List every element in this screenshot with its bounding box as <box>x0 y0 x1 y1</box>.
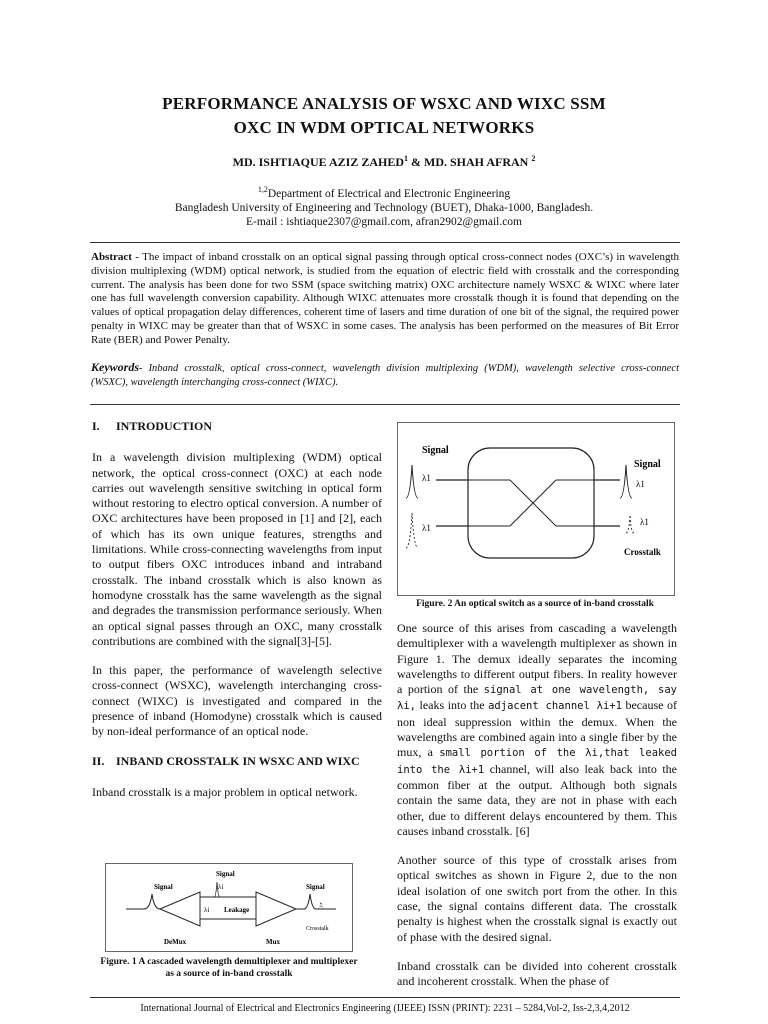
fig2-input-pulse-1 <box>406 465 418 498</box>
fig2-signal-out: Signal <box>634 459 661 470</box>
rp1-a: One source of this arises from cascading a wavelength demultiplexer with a wavelength multiplexer as shown in Figure 1. The demux ideally separates the incoming wavelengths to different output fibers. In reality however a portion of the <box>397 621 677 697</box>
paper-title <box>90 92 678 140</box>
affiliation-university: Bangladesh University of Engineering and Technology (BUET), Dhaka-1000, Bangladesh. <box>174 201 594 214</box>
fig1-crosstalk-pulse <box>318 902 324 909</box>
figure-2-caption: Figure. 2 An optical switch as a source of in-band crosstalk <box>416 599 654 609</box>
fig2-lambda-out-1: λ1 <box>636 479 645 489</box>
title-line-2: OXC IN WDM OPTICAL NETWORKS <box>233 118 535 137</box>
fig1-input-pulse <box>126 894 160 909</box>
fig1-output-pulse <box>296 894 336 909</box>
rp1-e: because of non ideal suppression within the demux. When the wavelengths are combined again into a single fiber by the mux, a <box>397 698 677 760</box>
fig2-output-pulse-1 <box>620 465 632 498</box>
section-number-2: II. <box>92 753 105 768</box>
fig1-crosstalk-label: Crosstalk <box>306 926 329 932</box>
figure-1-diagram <box>106 864 352 951</box>
fig1-mux-label: Mux <box>266 938 280 946</box>
figure-1 <box>105 863 353 952</box>
abstract-text: - The impact of inband crosstalk on an optical signal passing through optical cross-connect nodes (OXC’s) in wavelength division multiplexing (WDM) optical network, is studied from the equation of electric field with crosstalk and the corresponding current. The analysis has been done for two SSM (space switching matrix) OXC architecture namely WSXC & WIXC where later one has full wavelength conversion capability. Although WIXC attenuates more crosstalk though it is found that depending on the values of optical propagation delay differences, coherent time of lasers and time duration of one bit of the signal, the required power penalty in WIXC may be greater than that of WSXC in some cases. The analysis has been performed on the measures of Bit Error Rate (BER) and Power Penalty. <box>91 251 679 346</box>
figure-2-diagram <box>398 423 674 595</box>
fig2-signal-in: Signal <box>422 445 449 456</box>
keywords <box>91 361 679 389</box>
right-paragraph-2: Another source of this type of crosstalk arises from optical switches as shown in Figure 2, due to the non ideal isolation of one switch port from the other. In this case, the signal contains different data. The crosstalk penalty is highest when the crosstalk signal is exactly out of phase with the desired signal. <box>397 853 677 944</box>
fig1-signal-top: Signal <box>216 870 235 878</box>
fig2-input-pulse-2 <box>406 513 418 548</box>
author-list <box>90 154 678 170</box>
divider-bottom <box>90 997 680 998</box>
affiliation-block <box>90 183 678 229</box>
fig1-demux-label: DeMux <box>164 938 187 946</box>
fig2-output-pulse-2 <box>626 515 634 533</box>
rp1-g: channel, will also leak back into the common fiber at the output. Although both signals contain the same data, they are not in phase with each other, due to different delays encountered by them. This causes inband crosstalk. [6] <box>397 761 677 838</box>
affiliation-dept <box>90 183 678 201</box>
figure-2 <box>397 422 675 596</box>
author-1: MD. ISHTIAQUE AZIZ ZAHED <box>232 155 405 169</box>
title-line-1: PERFORMANCE ANALYSIS OF WSXC AND WIXC SSM <box>162 94 606 113</box>
figure-1-caption: Figure. 1 A cascaded wavelength demultiplexer and multiplexer as a source of in-band crosstalk <box>100 957 358 979</box>
fig2-crosstalk-label: Crosstalk <box>624 547 661 557</box>
journal-footer: International Journal of Electrical and Electronics Engineering (IJEEE) ISSN (PRINT): 2231 – 5284,Vol-2, Iss-2,3,4,2012 <box>140 1003 630 1014</box>
fig1-lambda-mid: λi <box>204 906 210 914</box>
affiliation-dept-text: Department of Electrical and Electronic Engineering <box>267 187 511 200</box>
affiliation-email: E-mail : ishtiaque2307@gmail.com, afran2902@gmail.com <box>245 215 523 228</box>
fig2-lambda-in-2: λ1 <box>422 523 431 533</box>
right-paragraph-3: Inband crosstalk can be divided into coherent crosstalk and incoherent crosstalk. When the phase of <box>397 958 677 989</box>
divider-top <box>90 242 680 243</box>
rp1-d: adjacent channel λi+1 <box>488 700 622 713</box>
affiliation-sup: 1,2 <box>257 185 268 194</box>
fig1-mux-shape <box>256 892 296 926</box>
author-1-affil: 1 <box>404 154 409 163</box>
fig1-signal-left: Signal <box>154 883 173 891</box>
intro-paragraph-1: In a wavelength division multiplexing (WDM) optical network, the optical cross-connect (OXC) at each node carries out wavelength sensitive switching in optical form without restoring to electro optical conversion. A number of OXC architectures have been proposed in [1] and [2], each of which has its own unique features, strengths and limitations. While cross-connecting wavelengths from input to output fibers OXC introduces inband and intraband crosstalk. The inband crosstalk which is also known as homodyne crosstalk has the same wavelength as the signal and degrades the transmission performance seriously. When an optical signal passes through an OXC, many crosstalk contributions are combined with the signal[3]-[5]. <box>92 450 382 648</box>
author-2: MD. SHAH AFRAN <box>424 155 532 169</box>
rp1-f: small portion of the λi,that leaked into the λi+1 <box>397 747 677 776</box>
section-title-intro: INTRODUCTION <box>116 419 213 433</box>
fig2-lambda-in-1: λ1 <box>422 473 431 483</box>
fig1-leakage-label: Leakage <box>224 906 250 914</box>
author-2-affil: 2 <box>531 154 536 163</box>
abstract <box>91 251 679 348</box>
keywords-label: Keywords <box>91 360 139 374</box>
right-column <box>397 621 677 1004</box>
abstract-label: Abstract <box>91 251 132 263</box>
right-paragraph-1 <box>397 621 677 839</box>
sec2-paragraph-1: Inband crosstalk is a major problem in optical network. <box>92 784 358 799</box>
section-title-2: INBAND CROSSTALK IN WSXC AND WIXC <box>116 753 360 768</box>
fig2-switch-box <box>468 448 594 558</box>
rp1-c: leaks into the <box>415 698 489 713</box>
left-column <box>92 419 382 814</box>
section-heading-2 <box>92 754 382 769</box>
fig2-lambda-out-2: λ1 <box>640 517 649 527</box>
intro-paragraph-2: In this paper, the performance of wavelength selective cross-connect (WSXC), wavelength interchanging cross-connect (WIXC) is investigated and compared in the presence of inband (Homodyne) crosstalk which is caused by non-ideal performance of an optical node. <box>92 663 382 739</box>
rp1-b: signal at one wavelength, say λi, <box>397 684 678 713</box>
section-number-intro: I. <box>92 419 100 433</box>
fig1-demux-shape <box>160 892 200 926</box>
fig1-signal-right: Signal <box>306 883 325 891</box>
author-amp: & <box>408 155 425 169</box>
section-heading-intro <box>92 419 382 434</box>
keywords-text: - Inband crosstalk, optical cross-connect, wavelength division multiplexing (WDM), wavelength selective cross-connect (WSXC), wavelength interchanging cross-connect (WIXC). <box>91 363 679 388</box>
divider-mid <box>90 404 680 405</box>
fig1-lambda-top: λi <box>218 883 224 891</box>
